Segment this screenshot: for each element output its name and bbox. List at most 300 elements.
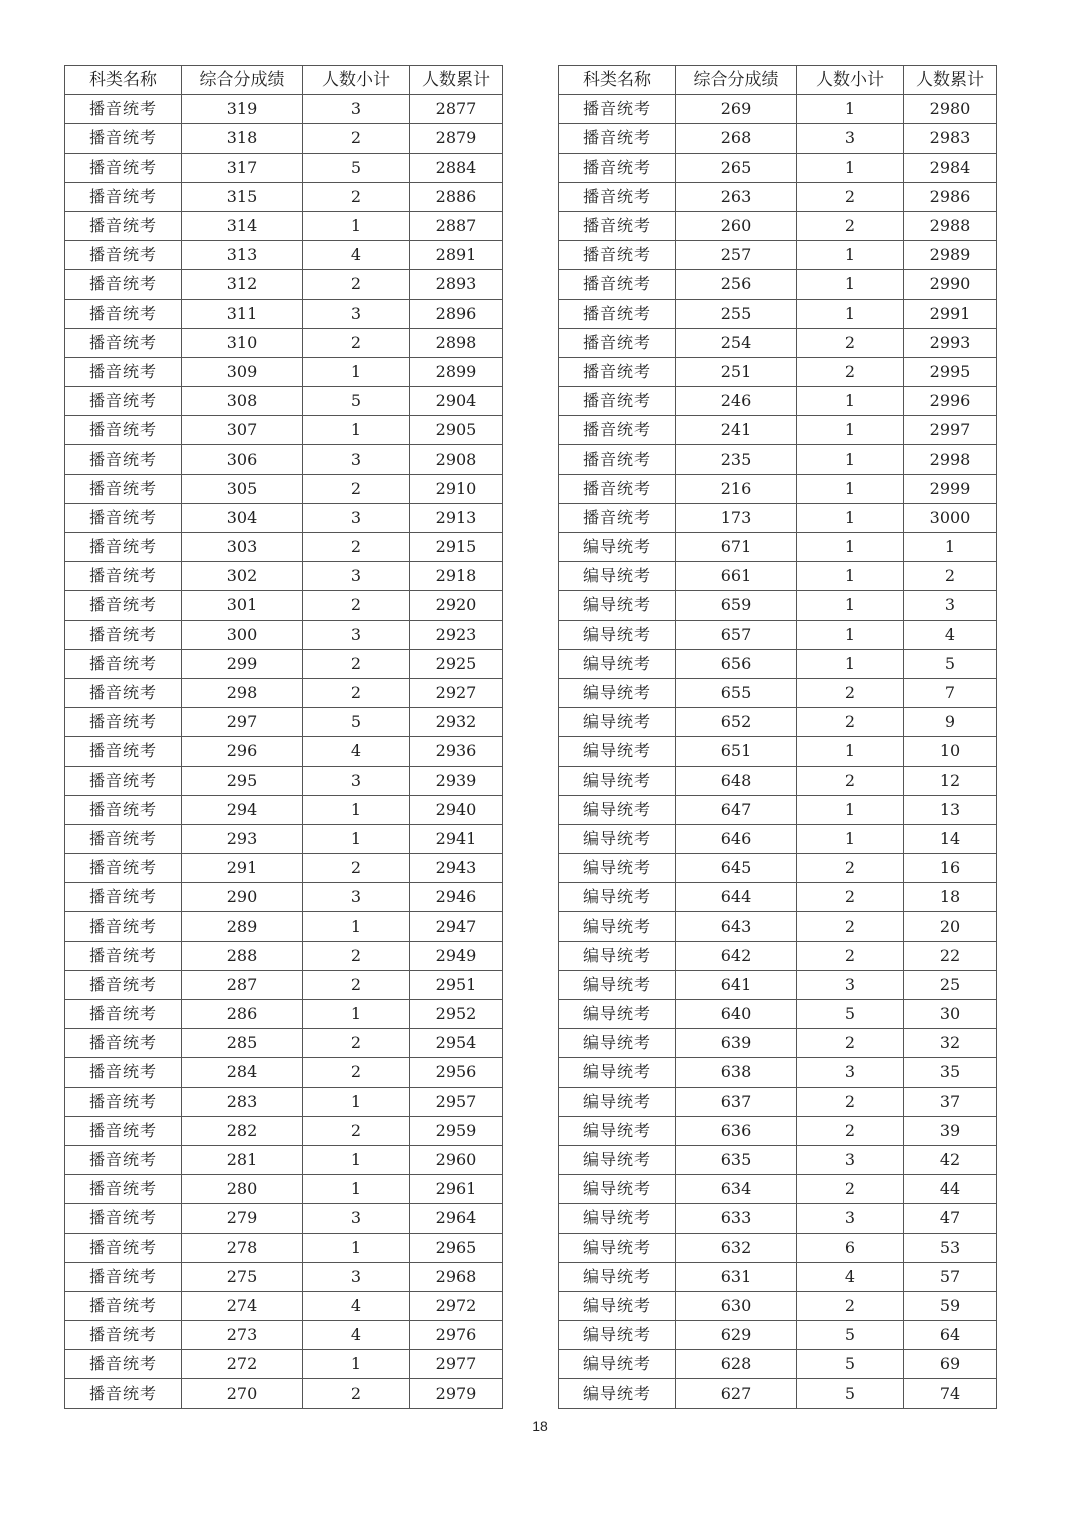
table-row <box>559 649 997 678</box>
table-header-row <box>65 66 503 95</box>
table-row <box>559 1029 997 1058</box>
cell-cumulative: 2968 <box>410 1262 503 1291</box>
cell-score: 318 <box>182 124 303 153</box>
cell-count: 1 <box>797 620 904 649</box>
table-row <box>65 1321 503 1350</box>
header-category: 科类名称 <box>65 66 182 95</box>
cell-cumulative: 14 <box>904 824 997 853</box>
cell-category: 播音统考 <box>559 211 676 240</box>
cell-score: 659 <box>676 591 797 620</box>
table-row <box>65 328 503 357</box>
cell-cumulative: 39 <box>904 1116 997 1145</box>
cell-cumulative: 2 <box>904 562 997 591</box>
cell-cumulative: 2983 <box>904 124 997 153</box>
cell-count: 5 <box>303 708 410 737</box>
cell-cumulative: 4 <box>904 620 997 649</box>
cell-category: 编导统考 <box>559 1321 676 1350</box>
cell-score: 290 <box>182 883 303 912</box>
cell-cumulative: 2905 <box>410 416 503 445</box>
cell-cumulative: 2896 <box>410 299 503 328</box>
score-table-left <box>64 65 503 1409</box>
table-header-row <box>559 66 997 95</box>
cell-count: 3 <box>303 445 410 474</box>
table-row <box>65 1204 503 1233</box>
header-cumulative: 人数累计 <box>410 66 503 95</box>
table-row <box>559 211 997 240</box>
cell-category: 编导统考 <box>559 1029 676 1058</box>
cell-score: 293 <box>182 824 303 853</box>
cell-category: 播音统考 <box>559 328 676 357</box>
cell-score: 275 <box>182 1262 303 1291</box>
cell-cumulative: 2984 <box>904 153 997 182</box>
cell-cumulative: 2947 <box>410 912 503 941</box>
cell-cumulative: 2990 <box>904 270 997 299</box>
cell-category: 编导统考 <box>559 824 676 853</box>
cell-count: 1 <box>797 649 904 678</box>
cell-score: 241 <box>676 416 797 445</box>
table-row <box>559 182 997 211</box>
cell-cumulative: 2996 <box>904 387 997 416</box>
table-row <box>559 912 997 941</box>
cell-count: 2 <box>797 1116 904 1145</box>
table-row <box>65 591 503 620</box>
cell-count: 2 <box>797 708 904 737</box>
cell-score: 263 <box>676 182 797 211</box>
cell-score: 265 <box>676 153 797 182</box>
cell-category: 播音统考 <box>65 912 182 941</box>
table-row <box>65 95 503 124</box>
cell-count: 6 <box>797 1233 904 1262</box>
cell-count: 3 <box>797 1204 904 1233</box>
cell-category: 编导统考 <box>559 795 676 824</box>
cell-count: 2 <box>303 533 410 562</box>
cell-cumulative: 57 <box>904 1262 997 1291</box>
cell-cumulative: 47 <box>904 1204 997 1233</box>
cell-score: 235 <box>676 445 797 474</box>
cell-score: 281 <box>182 1145 303 1174</box>
cell-count: 3 <box>303 883 410 912</box>
cell-category: 播音统考 <box>65 182 182 211</box>
cell-category: 播音统考 <box>65 1321 182 1350</box>
table-row <box>65 1262 503 1291</box>
table-row <box>559 241 997 270</box>
cell-score: 279 <box>182 1204 303 1233</box>
cell-cumulative: 18 <box>904 883 997 912</box>
cell-count: 1 <box>797 270 904 299</box>
cell-count: 4 <box>303 241 410 270</box>
cell-score: 272 <box>182 1350 303 1379</box>
cell-score: 302 <box>182 562 303 591</box>
cell-category: 播音统考 <box>65 124 182 153</box>
page-number: 18 <box>532 1418 548 1434</box>
table-row <box>559 1058 997 1087</box>
cell-cumulative: 2943 <box>410 854 503 883</box>
cell-cumulative: 10 <box>904 737 997 766</box>
cell-category: 播音统考 <box>65 591 182 620</box>
cell-score: 255 <box>676 299 797 328</box>
cell-cumulative: 2920 <box>410 591 503 620</box>
cell-cumulative: 2989 <box>904 241 997 270</box>
cell-count: 1 <box>303 1175 410 1204</box>
cell-cumulative: 2913 <box>410 503 503 532</box>
table-row <box>65 416 503 445</box>
table-row <box>559 854 997 883</box>
table-row <box>559 824 997 853</box>
cell-count: 1 <box>797 824 904 853</box>
cell-cumulative: 2899 <box>410 357 503 386</box>
score-table-right <box>558 65 997 1409</box>
cell-cumulative: 2998 <box>904 445 997 474</box>
cell-category: 播音统考 <box>65 474 182 503</box>
cell-category: 播音统考 <box>65 708 182 737</box>
cell-cumulative: 2927 <box>410 678 503 707</box>
cell-category: 播音统考 <box>65 357 182 386</box>
cell-count: 1 <box>303 416 410 445</box>
cell-count: 1 <box>797 562 904 591</box>
cell-category: 编导统考 <box>559 1262 676 1291</box>
cell-category: 编导统考 <box>559 1233 676 1262</box>
cell-cumulative: 9 <box>904 708 997 737</box>
table-row <box>559 1145 997 1174</box>
table-row <box>65 503 503 532</box>
cell-count: 2 <box>303 182 410 211</box>
cell-score: 304 <box>182 503 303 532</box>
cell-cumulative: 2923 <box>410 620 503 649</box>
cell-count: 1 <box>303 1233 410 1262</box>
table-row <box>65 241 503 270</box>
table-row <box>65 533 503 562</box>
table-row <box>65 854 503 883</box>
table-row <box>65 1379 503 1408</box>
cell-cumulative: 2925 <box>410 649 503 678</box>
cell-count: 4 <box>303 1291 410 1320</box>
table-row <box>65 941 503 970</box>
cell-score: 283 <box>182 1087 303 1116</box>
cell-count: 2 <box>303 1029 410 1058</box>
table-row <box>65 649 503 678</box>
cell-category: 播音统考 <box>65 766 182 795</box>
cell-count: 5 <box>797 1379 904 1408</box>
table-body-left <box>65 95 503 1408</box>
cell-score: 645 <box>676 854 797 883</box>
cell-category: 播音统考 <box>65 533 182 562</box>
cell-score: 173 <box>676 503 797 532</box>
table-row <box>559 941 997 970</box>
cell-count: 5 <box>797 1321 904 1350</box>
cell-count: 4 <box>303 1321 410 1350</box>
cell-count: 1 <box>303 357 410 386</box>
cell-score: 303 <box>182 533 303 562</box>
cell-cumulative: 3000 <box>904 503 997 532</box>
cell-count: 2 <box>797 1175 904 1204</box>
cell-cumulative: 2915 <box>410 533 503 562</box>
table-row <box>65 1116 503 1145</box>
cell-category: 播音统考 <box>65 387 182 416</box>
cell-category: 播音统考 <box>65 211 182 240</box>
cell-category: 播音统考 <box>65 737 182 766</box>
table-row <box>65 970 503 999</box>
cell-category: 编导统考 <box>559 912 676 941</box>
cell-count: 5 <box>797 1000 904 1029</box>
cell-score: 288 <box>182 941 303 970</box>
cell-category: 播音统考 <box>559 387 676 416</box>
cell-score: 268 <box>676 124 797 153</box>
cell-category: 播音统考 <box>65 328 182 357</box>
cell-cumulative: 2977 <box>410 1350 503 1379</box>
table-row <box>559 737 997 766</box>
table-row <box>559 299 997 328</box>
cell-count: 2 <box>303 474 410 503</box>
cell-category: 播音统考 <box>559 299 676 328</box>
cell-category: 播音统考 <box>65 416 182 445</box>
cell-score: 314 <box>182 211 303 240</box>
cell-score: 643 <box>676 912 797 941</box>
table-row <box>65 211 503 240</box>
cell-score: 216 <box>676 474 797 503</box>
cell-score: 285 <box>182 1029 303 1058</box>
header-count: 人数小计 <box>797 66 904 95</box>
cell-count: 3 <box>303 299 410 328</box>
table-row <box>65 124 503 153</box>
cell-count: 3 <box>797 970 904 999</box>
cell-category: 播音统考 <box>65 1087 182 1116</box>
cell-count: 3 <box>303 766 410 795</box>
cell-score: 254 <box>676 328 797 357</box>
cell-cumulative: 30 <box>904 1000 997 1029</box>
cell-category: 编导统考 <box>559 766 676 795</box>
table-row <box>65 766 503 795</box>
cell-count: 3 <box>303 1262 410 1291</box>
cell-score: 639 <box>676 1029 797 1058</box>
cell-cumulative: 2946 <box>410 883 503 912</box>
cell-count: 1 <box>303 795 410 824</box>
cell-category: 编导统考 <box>559 1087 676 1116</box>
cell-category: 播音统考 <box>65 970 182 999</box>
cell-category: 播音统考 <box>65 445 182 474</box>
cell-score: 282 <box>182 1116 303 1145</box>
cell-cumulative: 64 <box>904 1321 997 1350</box>
table-row <box>65 299 503 328</box>
cell-score: 642 <box>676 941 797 970</box>
cell-category: 播音统考 <box>65 854 182 883</box>
table-row <box>65 474 503 503</box>
table-row <box>65 620 503 649</box>
table-row <box>559 328 997 357</box>
cell-cumulative: 3 <box>904 591 997 620</box>
cell-score: 301 <box>182 591 303 620</box>
cell-category: 编导统考 <box>559 649 676 678</box>
cell-category: 播音统考 <box>65 678 182 707</box>
cell-count: 2 <box>797 1291 904 1320</box>
cell-count: 1 <box>797 503 904 532</box>
cell-category: 播音统考 <box>65 883 182 912</box>
header-count: 人数小计 <box>303 66 410 95</box>
cell-category: 播音统考 <box>65 620 182 649</box>
table-row <box>559 1350 997 1379</box>
cell-category: 编导统考 <box>559 1145 676 1174</box>
cell-score: 652 <box>676 708 797 737</box>
table-row <box>559 1000 997 1029</box>
table-row <box>559 766 997 795</box>
cell-cumulative: 2940 <box>410 795 503 824</box>
table-row <box>65 737 503 766</box>
cell-cumulative: 44 <box>904 1175 997 1204</box>
cell-category: 编导统考 <box>559 533 676 562</box>
cell-cumulative: 2972 <box>410 1291 503 1320</box>
cell-cumulative: 2886 <box>410 182 503 211</box>
cell-cumulative: 2951 <box>410 970 503 999</box>
cell-count: 2 <box>303 328 410 357</box>
table-row <box>65 357 503 386</box>
cell-score: 278 <box>182 1233 303 1262</box>
cell-category: 播音统考 <box>65 1116 182 1145</box>
cell-category: 播音统考 <box>65 153 182 182</box>
table-row <box>559 445 997 474</box>
cell-category: 编导统考 <box>559 708 676 737</box>
table-row <box>559 1087 997 1116</box>
cell-cumulative: 53 <box>904 1233 997 1262</box>
cell-category: 播音统考 <box>65 503 182 532</box>
cell-score: 298 <box>182 678 303 707</box>
cell-category: 播音统考 <box>65 270 182 299</box>
cell-category: 播音统考 <box>65 649 182 678</box>
cell-score: 289 <box>182 912 303 941</box>
cell-category: 播音统考 <box>65 1233 182 1262</box>
cell-cumulative: 35 <box>904 1058 997 1087</box>
cell-score: 308 <box>182 387 303 416</box>
cell-category: 播音统考 <box>65 941 182 970</box>
table-row <box>559 387 997 416</box>
cell-category: 编导统考 <box>559 591 676 620</box>
cell-cumulative: 12 <box>904 766 997 795</box>
cell-category: 播音统考 <box>65 1145 182 1174</box>
cell-cumulative: 2988 <box>904 211 997 240</box>
cell-count: 1 <box>303 1000 410 1029</box>
cell-category: 播音统考 <box>559 241 676 270</box>
table-row <box>559 795 997 824</box>
cell-category: 播音统考 <box>559 124 676 153</box>
cell-count: 2 <box>797 883 904 912</box>
cell-category: 编导统考 <box>559 1350 676 1379</box>
table-row <box>559 1379 997 1408</box>
table-row <box>559 416 997 445</box>
cell-count: 1 <box>797 591 904 620</box>
cell-category: 播音统考 <box>65 95 182 124</box>
table-row <box>65 883 503 912</box>
cell-cumulative: 2961 <box>410 1175 503 1204</box>
table-row <box>559 562 997 591</box>
cell-score: 637 <box>676 1087 797 1116</box>
cell-cumulative: 2957 <box>410 1087 503 1116</box>
cell-count: 2 <box>303 1379 410 1408</box>
table-row <box>559 474 997 503</box>
cell-count: 1 <box>797 387 904 416</box>
cell-category: 编导统考 <box>559 562 676 591</box>
cell-score: 661 <box>676 562 797 591</box>
cell-category: 播音统考 <box>559 357 676 386</box>
cell-count: 1 <box>797 737 904 766</box>
table-row <box>559 708 997 737</box>
cell-score: 648 <box>676 766 797 795</box>
cell-cumulative: 2910 <box>410 474 503 503</box>
table-row <box>65 1087 503 1116</box>
cell-count: 1 <box>303 824 410 853</box>
cell-count: 3 <box>303 620 410 649</box>
cell-count: 2 <box>797 182 904 211</box>
cell-score: 638 <box>676 1058 797 1087</box>
cell-score: 655 <box>676 678 797 707</box>
cell-score: 632 <box>676 1233 797 1262</box>
table-row <box>559 883 997 912</box>
cell-category: 播音统考 <box>65 241 182 270</box>
cell-cumulative: 2884 <box>410 153 503 182</box>
cell-score: 251 <box>676 357 797 386</box>
cell-score: 257 <box>676 241 797 270</box>
table-row <box>559 970 997 999</box>
table-row <box>65 1291 503 1320</box>
table-row <box>65 708 503 737</box>
cell-count: 2 <box>797 854 904 883</box>
cell-score: 315 <box>182 182 303 211</box>
cell-cumulative: 2979 <box>410 1379 503 1408</box>
cell-score: 636 <box>676 1116 797 1145</box>
cell-cumulative: 2976 <box>410 1321 503 1350</box>
cell-category: 播音统考 <box>65 1204 182 1233</box>
cell-score: 651 <box>676 737 797 766</box>
cell-score: 311 <box>182 299 303 328</box>
cell-count: 2 <box>303 591 410 620</box>
cell-cumulative: 2936 <box>410 737 503 766</box>
cell-score: 309 <box>182 357 303 386</box>
cell-score: 273 <box>182 1321 303 1350</box>
cell-cumulative: 74 <box>904 1379 997 1408</box>
cell-score: 317 <box>182 153 303 182</box>
cell-category: 编导统考 <box>559 854 676 883</box>
cell-score: 246 <box>676 387 797 416</box>
cell-score: 627 <box>676 1379 797 1408</box>
table-row <box>559 1175 997 1204</box>
table-row <box>65 1175 503 1204</box>
cell-count: 3 <box>797 124 904 153</box>
cell-category: 播音统考 <box>65 824 182 853</box>
table-row <box>65 1350 503 1379</box>
cell-count: 3 <box>303 562 410 591</box>
table-row <box>559 591 997 620</box>
table-row <box>65 1145 503 1174</box>
table-row <box>559 533 997 562</box>
cell-cumulative: 2993 <box>904 328 997 357</box>
cell-count: 1 <box>797 95 904 124</box>
cell-cumulative: 2954 <box>410 1029 503 1058</box>
cell-cumulative: 7 <box>904 678 997 707</box>
header-score: 综合分成绩 <box>676 66 797 95</box>
cell-cumulative: 2995 <box>904 357 997 386</box>
cell-score: 630 <box>676 1291 797 1320</box>
cell-cumulative: 59 <box>904 1291 997 1320</box>
cell-score: 274 <box>182 1291 303 1320</box>
cell-cumulative: 2986 <box>904 182 997 211</box>
cell-category: 播音统考 <box>65 1262 182 1291</box>
cell-category: 播音统考 <box>559 153 676 182</box>
cell-cumulative: 25 <box>904 970 997 999</box>
cell-score: 646 <box>676 824 797 853</box>
table-row <box>559 1321 997 1350</box>
cell-cumulative: 2964 <box>410 1204 503 1233</box>
cell-category: 播音统考 <box>559 416 676 445</box>
cell-count: 2 <box>797 328 904 357</box>
cell-cumulative: 42 <box>904 1145 997 1174</box>
cell-score: 286 <box>182 1000 303 1029</box>
